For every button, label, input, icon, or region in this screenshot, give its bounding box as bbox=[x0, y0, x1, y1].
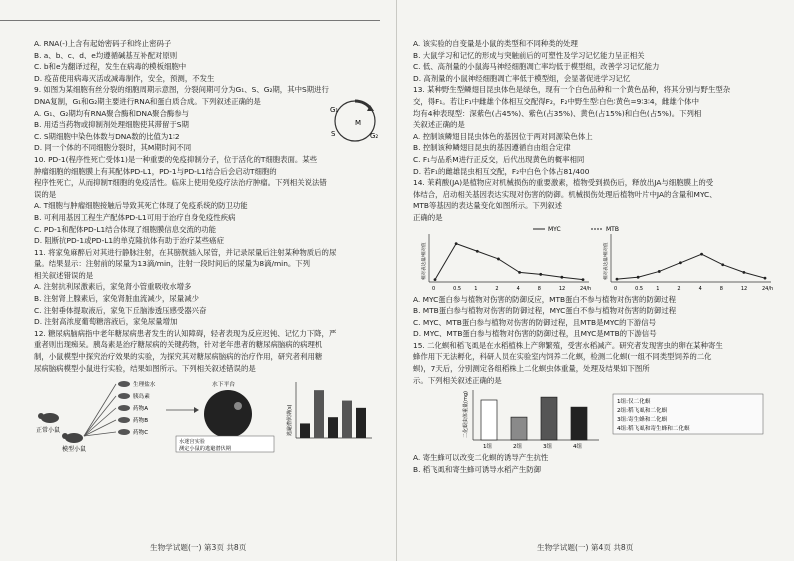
tick-label: 0 bbox=[614, 285, 618, 292]
group-label: 药物C bbox=[133, 430, 149, 437]
label-g2: G₂ bbox=[370, 132, 379, 141]
arrowhead bbox=[194, 407, 199, 413]
data-point-myc bbox=[455, 242, 458, 245]
q12-line: 12. 糖尿病脑病指中老年糖尿病患者发生的认知障碍，轻者表现为反应迟钝、记忆力下降，严 bbox=[34, 328, 337, 338]
tick-label: 12 bbox=[740, 285, 748, 292]
fig12-bar bbox=[356, 408, 366, 438]
legend-entry: 4组:稻飞虱和寄生蜂和二化螟 bbox=[617, 426, 690, 433]
q9-option-a: A. G₁、G₂期均有RNA聚合酶和DNA聚合酶参与 bbox=[34, 108, 190, 118]
q11-option-a: A. 注射抗利尿激素后，家兔肾小管重吸收水增多 bbox=[34, 282, 192, 292]
data-point-myc bbox=[539, 272, 542, 275]
q13-line: 均有4种表现型：深紫色(占45%)、紫色(占35%)、黄色(占15%)和白色(占5%)。下列相 bbox=[413, 108, 702, 118]
group-rats bbox=[118, 381, 130, 435]
rat-icon bbox=[38, 413, 59, 423]
question-10 bbox=[34, 154, 383, 247]
label-s: S bbox=[331, 130, 336, 139]
q12-line: 尿病脑病模型小鼠进行实验，结果如图所示。下列相关叙述错误的是 bbox=[34, 363, 256, 373]
question-9 bbox=[34, 84, 383, 154]
rat-label-normal: 正常小鼠 bbox=[36, 427, 61, 435]
q13-option-c: C. F₁与品系M进行正反交，后代出现黄色的概率相同 bbox=[413, 154, 585, 164]
q9-stem: DNA复制，G₁和G₂期主要进行RNA和蛋白质合成。下列叙述正确的是 bbox=[34, 96, 261, 106]
fig12-bar bbox=[314, 390, 324, 438]
data-point-mtb bbox=[637, 275, 640, 278]
q8-line: C. b和e为翻译过程，发生在病毒的模板细胞中 bbox=[34, 62, 187, 72]
tick-label: 8 bbox=[719, 285, 723, 292]
series-line-myc bbox=[435, 243, 583, 279]
data-point-mtb bbox=[700, 252, 703, 255]
tick-label: 4 bbox=[516, 285, 520, 292]
group-label: 胰岛素 bbox=[133, 394, 150, 401]
legend-label-myc: MYC bbox=[548, 225, 561, 233]
q9-option-b: B. 用适当药物或抑制剂处理细胞使其滞留于S期 bbox=[34, 120, 189, 130]
fig12-bar bbox=[328, 417, 338, 438]
tick-label: 0 bbox=[432, 285, 436, 292]
axis-y-label: 二化螟虫体重量(mg) bbox=[463, 391, 469, 439]
q11-option-b: B. 注射肾上腺素后，家兔肾脏血流减少，尿量减少 bbox=[34, 294, 199, 304]
group-label: 药物B bbox=[133, 418, 149, 425]
tick-label: 1 bbox=[656, 285, 660, 292]
q14-options bbox=[413, 294, 782, 340]
data-point-mtb bbox=[658, 270, 661, 273]
q12-option-a: A. 该实验的自变量是小鼠的类型和不同种类的处理 bbox=[413, 39, 578, 48]
q10-option-a: A. T细胞与肿瘤细胞接触后导致其死亡体现了免疫系统的防卫功能 bbox=[34, 201, 248, 211]
bar-2 bbox=[511, 417, 527, 440]
q12-line: 重者则出现痴呆。胰岛素是治疗糖尿病的关键药物，针对老年患者的糖尿病脑病的病理机 bbox=[34, 340, 323, 350]
group-label: 药物A bbox=[133, 406, 149, 413]
bar-1 bbox=[481, 400, 497, 440]
page-footer-right: 生物学试题(一) 第4页 共8页 bbox=[537, 543, 634, 552]
data-point-mtb bbox=[679, 261, 682, 264]
tick-label: 0.5 bbox=[635, 285, 644, 292]
q12-line: 制，小鼠模型中探究治疗效果的实验，为探究其对糖尿病脑病的治疗作用，研究者利用糖 bbox=[34, 352, 323, 362]
bar-axis-label: 逃避潜伏期(s) bbox=[287, 404, 293, 437]
data-point-myc bbox=[434, 278, 437, 281]
pool-label: 水下平台 bbox=[212, 382, 236, 389]
fig12-bar bbox=[300, 424, 310, 439]
legend-entry: 2组:稻飞虱和二化螟 bbox=[617, 408, 668, 415]
q12-option-b: B. 大鼠学习和记忆的形成与突触前后的可塑性及学习记忆能力呈正相关 bbox=[413, 50, 645, 60]
q12-option-d: D. 高剂量的小鼠神经细胞凋亡率低于模型组，会显著促进学习记忆 bbox=[413, 73, 631, 83]
q14-option-b: B. MTB蛋白参与植物对伤害的防御过程，MYC蛋白不参与植物对伤害的防御过程 bbox=[413, 306, 677, 316]
q12-options bbox=[413, 38, 782, 84]
q13-option-a: A. 控制该鳞翅目昆虫体色的基因位于两对同源染色体上 bbox=[413, 131, 593, 141]
q9-stem: 9. 如图为某细胞有丝分裂的细胞周期示意图，分裂间期可分为G₁、S、G₂期，其中S期进行 bbox=[34, 85, 329, 95]
question-14 bbox=[413, 177, 782, 223]
category-label: 2组 bbox=[513, 444, 522, 451]
data-point-myc bbox=[497, 257, 500, 260]
question-12 bbox=[34, 328, 383, 374]
legend-entry: 1组:仅二化螟 bbox=[617, 399, 651, 406]
q10-line: 10. PD-1(程序性死亡受体1)是一种重要的免疫抑制分子，位于活化的T细胞表面。某些 bbox=[34, 154, 318, 164]
legend-entry: 3组:寄生蜂和二化螟 bbox=[617, 417, 668, 424]
question-13 bbox=[413, 84, 782, 177]
category-label: 1组 bbox=[483, 444, 492, 451]
bar-3 bbox=[541, 397, 557, 440]
page-footer-left: 生物学试题(一) 第3页 共8页 bbox=[150, 543, 247, 552]
q14-line: 正确的是 bbox=[413, 212, 443, 222]
q9-option-c: C. S期细胞中染色体数与DNA数的比值为1∶2 bbox=[34, 131, 180, 141]
q11-option-d: D. 注射高浓度葡萄糖溶液后，家兔尿量增加 bbox=[34, 317, 178, 327]
group-label: 生理盐水 bbox=[133, 382, 156, 389]
q14-option-d: D. MYC、MTB蛋白参与植物对伤害的防御过程，且MYC是MTB的下游信号 bbox=[413, 329, 657, 339]
cell-cycle-diagram bbox=[326, 92, 384, 150]
tick-label: 24/h bbox=[580, 285, 592, 292]
q14-option-c: C. MYC、MTB蛋白参与植物对伤害的防御过程，且MTB是MYC的下游信号 bbox=[413, 317, 657, 327]
q10-option-c: C. PD-1和配体PD-L1结合体现了细胞膜信息交流的功能 bbox=[34, 224, 217, 234]
q14-option-a: A. MYC蛋白参与植物对伤害的防御反应，MTB蛋白不参与植物对伤害的防御过程 bbox=[413, 294, 676, 304]
q8-line: B. a、b、c、d、e均遵循碱基互补配对原则 bbox=[34, 50, 178, 60]
data-point-myc bbox=[582, 278, 585, 281]
q15-option-b: B. 稻飞虱和寄生蜂可诱导水稻产生防御 bbox=[413, 464, 542, 474]
q12-option-c: C. 低、高剂量的小鼠海马神经细胞凋亡率均低于模型组，改善学习记忆能力 bbox=[413, 62, 660, 72]
label-m: M bbox=[355, 119, 362, 128]
q8-options bbox=[34, 38, 383, 84]
tick-label: 0.5 bbox=[453, 285, 462, 292]
rat-icon bbox=[62, 433, 83, 443]
tick-label: 4 bbox=[698, 285, 702, 292]
tick-label: 1 bbox=[474, 285, 478, 292]
q14-line: 14. 茉莉酸(JA)是植物应对机械损伤的重要激素，植物受到损伤后，释放出JA与细胞膜上的受 bbox=[413, 178, 714, 188]
data-point-mtb bbox=[764, 276, 767, 279]
right-page bbox=[397, 0, 794, 561]
q11-line: 量。结果显示：注射前的尿量为13滴/min，注射一段时间后的尿量为8滴/min。下列 bbox=[34, 259, 311, 269]
q11-line: 11. 将家兔麻醉后对其进行静脉注射，在其膀胱插入尿管，并记录尿量后注射某种物质后的尿 bbox=[34, 247, 337, 257]
q10-option-d: D. 阻断抗PD-1或PD-L1的单克隆抗体有助于治疗某些癌症 bbox=[34, 236, 224, 246]
q15-bar-chart bbox=[413, 386, 783, 452]
q15-line: 15. 二化螟和稻飞虱是在水稻植株上产卵繁殖，受害水稻减产。研究者发现害虫的卵在某种寄生 bbox=[413, 340, 723, 350]
q11-option-c: C. 注射垂体提取液后，家兔下丘脑渗透压感受器兴奋 bbox=[34, 305, 207, 315]
q10-line: 程序性死亡，从而抑制T细胞的免疫活性。临床上使用免疫疗法治疗肿瘤。下列相关说法错 bbox=[34, 178, 327, 188]
axis-y-label: 相对表达量/相对值 bbox=[604, 241, 609, 280]
pool-note: 测定小鼠的逃避潜伏期 bbox=[179, 446, 231, 453]
category-label: 3组 bbox=[543, 444, 552, 451]
q14-line-chart bbox=[413, 224, 783, 294]
q9-option-d: D. 同一个体的不同细胞分裂时，其M期时间不同 bbox=[34, 143, 192, 153]
tick-label: 12 bbox=[558, 285, 566, 292]
q15-line: 蜂作用下无法孵化，科研人员在实验室内饲养二化螟，检测二化螟(一组不同类型饲养的二化 bbox=[413, 352, 712, 362]
question-11 bbox=[34, 247, 383, 328]
q8-line: A. RNA(-)上含有起始密码子和终止密码子 bbox=[34, 39, 172, 48]
water-maze-pool bbox=[204, 390, 252, 438]
data-point-myc bbox=[518, 271, 521, 274]
q14-line: 体结合，启动相关基因表达实现对伤害的防御。机械损伤处理后植物叶片中JA的含量和MYC、 bbox=[413, 189, 717, 199]
platform bbox=[234, 402, 242, 410]
axis-y-label: 相对表达量/相对值 bbox=[422, 241, 427, 280]
question-15 bbox=[413, 340, 782, 386]
series-line-mtb bbox=[617, 254, 765, 279]
branch-lines bbox=[84, 384, 116, 436]
q10-line: 肿瘤细胞的细胞膜上有其配体PD-L1，PD-1与PD-L1结合后会启动T细胞的 bbox=[34, 166, 277, 176]
bar-group bbox=[300, 390, 366, 438]
legend-label-mtb: MTB bbox=[606, 225, 619, 233]
q14-line: MTB等基因的表达量变化如图所示。下列叙述 bbox=[413, 201, 562, 211]
tick-label: 8 bbox=[537, 285, 541, 292]
pool-note: 水迷宫实验 bbox=[179, 439, 205, 446]
q13-option-d: D. 若F₁的雌雄昆虫相互交配，F₂中白色个体占81/400 bbox=[413, 166, 590, 176]
label-g1: G₁ bbox=[330, 106, 339, 115]
data-point-mtb bbox=[721, 263, 724, 266]
tick-label: 24/h bbox=[762, 285, 774, 292]
tick-label: 2 bbox=[495, 285, 499, 292]
tick-label: 2 bbox=[677, 285, 681, 292]
data-point-mtb bbox=[742, 271, 745, 274]
q15-line: 示。下列相关叙述正确的是 bbox=[413, 375, 502, 385]
data-point-mtb bbox=[616, 277, 619, 280]
data-point-myc bbox=[560, 275, 563, 278]
figure-12 bbox=[34, 376, 379, 454]
q8-line: D. 疫苗使用病毒灭活或减毒制作，安全，预测，不发生 bbox=[34, 73, 215, 83]
fig12-bar bbox=[342, 401, 352, 438]
q13-line: 13. 某种野生型鳞翅目昆虫体色是绿色，现有一个白色品种和一个黄色品种，将其分别与野生型杂 bbox=[413, 85, 731, 95]
q13-option-b: B. 控制该种鳞翅目昆虫的基因遵循自由组合定律 bbox=[413, 143, 571, 153]
q11-line: 相关叙述错误的是 bbox=[34, 270, 94, 280]
bar-4 bbox=[571, 407, 587, 440]
q15-option-a: A. 寄生蜂可以改变二化螟的诱导产生抗性 bbox=[413, 453, 549, 463]
q13-line: 交，得F₁。若让F₁中雌雄个体相互交配得F₂，F₂中野生型∶白色∶黄色=9∶3∶4，雌雄个体中 bbox=[413, 96, 699, 106]
category-label: 4组 bbox=[573, 444, 582, 451]
q10-line: 误的是 bbox=[34, 189, 57, 199]
q10-option-b: B. 可利用基因工程生产配体PD-L1可用于治疗自身免疫性疾病 bbox=[34, 212, 236, 222]
q15-line: 螟)，7天后，分别测定各组稻株上二化螟虫体重量，处理及结果如下图所 bbox=[413, 364, 650, 374]
rat-label-model: 模型小鼠 bbox=[62, 446, 87, 454]
q13-line: 关叙述正确的是 bbox=[413, 120, 465, 130]
data-point-myc bbox=[476, 249, 479, 252]
q15-options bbox=[413, 452, 782, 475]
